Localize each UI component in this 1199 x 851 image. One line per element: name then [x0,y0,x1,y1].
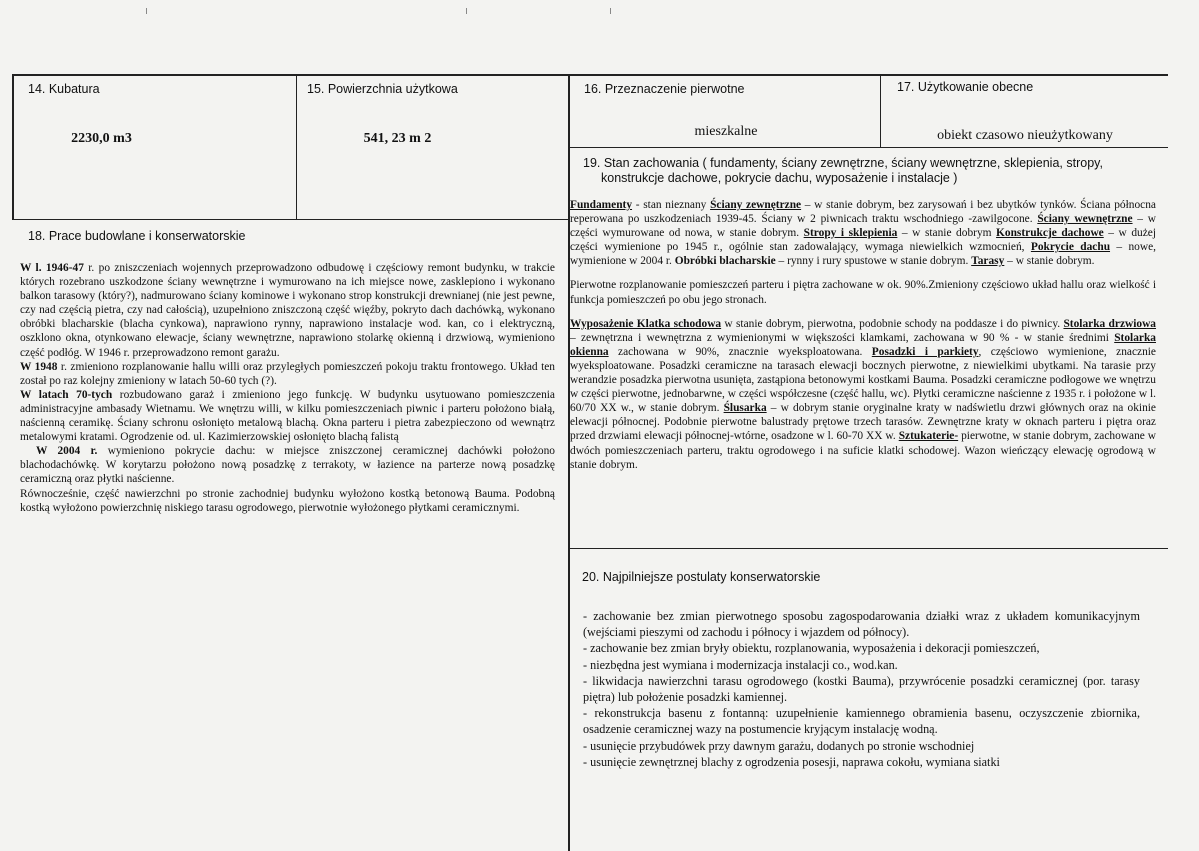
p1-year: W l. 1946-47 [20,262,84,274]
scan-mark [466,8,467,14]
postulate-item: - rekonstrukcja basenu z fontanną: uzupełnienie kamiennego obramienia basenu, oczyszczenie zbiornika, osadzenie ceramicznej wazy na postumencie kryjącym instalację wodną. [583,706,1140,737]
section-text: w stanie dobrym, pierwotna, podobnie schody na poddasze i do piwnicy. [721,317,1064,330]
field-17-label: 17. Użytkowanie obecne [897,80,1034,94]
postulate-item: - niezbędna jest wymiana i modernizacja instalacji co., wod.kan. [583,657,898,672]
section-text: – w części wymurowane od nowa, w stanie dobrym. [570,213,1156,240]
section-text: – w stanie dobrym, bez zarysowań i bez ubytków tynków. Ściana północna reperowana po uszkodzeniach 1939-45. Ściany w 2 piwnicach traktu wschodniego -zawilgocone. [570,199,1156,226]
postulates-list [583,608,1140,770]
state-paragraph-fittings [570,317,1156,472]
postulate-item: - usunięcie przybudówek przy dawnym garażu, dodanych po stronie wschodniej [583,738,975,753]
postulate-item: - zachowanie bez zmian pierwotnego sposobu zagospodarowania działki wraz z układem komunikacyjnym (wejściami pieszymi od zachodu i północy i wjazdem od północy). [583,609,1140,640]
p4-text: wymieniono pokrycie dachu: w miejsce zniszczonej ceramicznej dachówki położono blachodachówkę. W korytarzu położono nową posadzkę z terrakoty, w łazience na parterze nową posadzkę ceramiczną oraz płytki naścienne. [20,445,555,486]
field-18-label: 18. Prace budowlane i konserwatorskie [28,229,246,243]
p3-year: W latach 70-tych [20,388,113,401]
postulate-item: - zachowanie bez zmian bryły obiektu, rozplanowania, wyposażenia i dekoracji pomieszczeń, [583,641,1040,656]
section-text: – rynny i rury spustowe w stanie dobrym. [775,255,972,268]
postulate-item: - likwidacja nawierzchni tarasu ogrodowego (kostki Bauma), przywrócenie posadzki ceramicznej (por. tarasy piętra) lub położenie posadzki kamiennej. [583,673,1140,705]
field-15-label: 15. Powierzchnia użytkowa [307,82,458,96]
field-16-label: 16. Przeznaczenie pierwotne [584,82,745,96]
section-heading: Konstrukcje dachowe [996,227,1104,240]
field-20-label: 20. Najpilniejsze postulaty konserwatorskie [582,570,821,584]
section-heading: Stolarka drzwiowa [1063,317,1157,330]
p5-text: Równocześnie, część nawierzchni po stronie zachodniej budynku wyłożono kostką betonową Bauma. Podobną kostką wyłożono powierzchnię niskiego tarasu ogrodowego, pierwotnie wyłożonego płytkami ceramicznymi. [20,487,555,514]
section-heading: Stolarka okienna [570,331,1156,358]
section-text: – w dużej części wymienione po 1945 r., ogólnie stan zadowalający, wymaga niewielkich wzmocnień, [570,227,1156,254]
divider-16-19 [570,147,1168,148]
section-text: – zewnętrzna i wewnętrzna z wymienionymi w większości klamkami, zachowana w 90 % - w stanie średnimi [570,331,1115,344]
field-19-label: 19. Stan zachowania ( fundamenty, ściany zewnętrzne, ściany wewnętrzne, sklepienia, stropy, konstrukcje dachowe, pokrycie dachu, wyposażenie i instalacje ) [583,156,1103,185]
section-text: , częściowo wymienione, znacznie wyeksploatowane. Posadzki ceramiczne na tarasach elewacji bocznych pierwotne, z niewielkimi ubytkami. Na tarasie przy werandzie posadzka pierwotna usunięta, zastąpiona betonowymi kostkami Bauma. Posadzki ceramiczne podłogowe we wnętrzu w części pierwotne, jednobarwne, w części współczesne (część hallu, wc). Płytki ceramiczne naścienne z 1935 r. i położone w l. 60/70 XX w., w stanie dobrym. [570,345,1156,415]
p3-text: rozbudowano garaż i zmieniono jego funkcję. W budynku usytuowano pomieszczenia administracyjne ambasady Wietnamu. We wnętrzu willi, w kilku pomieszczeniach piwnic i parteru położono białą, naścienną ceramikę. Ściany schronu osłonięto metalową blachą. Okna parteru i pietra zabezpieczono od wewnątrz metalowymi kratami. Ogrodzenie od. ul. Kazimierzowskiej osłonięto blachą falistą [20,388,555,444]
section-heading: Tarasy [971,255,1005,268]
divider-19-20 [570,548,1168,549]
section-text: - stan nieznany [632,199,711,211]
scan-mark [610,8,611,14]
section-heading: Pokrycie dachu [1030,241,1111,254]
divider-14-15 [296,74,297,220]
section-heading: Ściany wewnętrzne [1037,213,1133,226]
section-heading: Ślusarka [723,402,767,415]
section-heading: Sztukaterie- [898,430,959,443]
field-17-value: obiekt czasowo nieużytkowany [937,128,1113,143]
section-heading: Posadzki i parkiety [871,345,979,358]
divider-16-17 [880,74,881,148]
state-paragraph-structure [570,198,1156,268]
section-text: zachowana w 90%, znacznie wyeksploatowana. [608,345,872,358]
section-heading: Wyposażenie Klatka schodowa [570,317,722,330]
section-text: pierwotne, w stanie dobrym, zachowane w dwóch pomieszczeniach parteru, traktu ogrodowego i na suficie klatki schodowej. Wazon wieńczący elewację ogrodową w stanie dobrym. [570,430,1156,471]
section-heading: Stropy i sklepienia [803,227,898,240]
divider-14-18 [12,219,570,220]
section-heading: Obróbki blacharskie [674,255,776,268]
p2-text: r. zmieniono rozplanowanie hallu willi oraz przyległych pomieszczeń pokoju traktu frontowego. Układ ten został po raz kolejny zmieniony w latach 50-60 tych (?). [20,360,555,387]
field-18-text [20,261,555,515]
scan-mark [146,8,147,14]
postulate-item: - usunięcie zewnętrznej blachy z ogrodzenia posesji, naprawa cokołu, wymiana siatki [583,754,1000,769]
section-text: – w dobrym stanie oryginalne kraty w nadświetlu drzwi głównych oraz na okinie elewacji północnej. Podobnie pierwotne balustrady prętowe trzech tarasów. Zewnętrzne kraty w oknach parteru i piętra oraz przed drzwiami elewacji północnej-wtórne, osadzone w l. 60-70 XX w. [570,402,1156,443]
field-19-text [570,198,1156,472]
field-14-value: 2230,0 m3 [71,131,132,146]
section-text: – w stanie dobrym. [1004,255,1095,268]
field-16-value: mieszkalne [694,124,758,139]
field-14-label: 14. Kubatura [28,82,100,96]
state-paragraph-layout: Pierwotne rozplanowanie pomieszczeń parteru i piętra zachowane w ok. 90%.Zmieniony częściowo układ hallu oraz wielkość i funkcja pomieszczeń po obu jego stronach. [570,279,1156,306]
top-border [12,74,1168,76]
p1-text: r. po zniszczeniach wojennych przeprowadzono odbudowę i częściowy remont budynku, w trakcie których rozebrano uszkodzone ściany wewnętrzne i wymurowano na ich miejsce nowe, zasklepiono i wykonano balkon tarasowy (który?), nadmurowano ściany kominowe i wykonano strop konstrukcji drewnianej (nie jest pewne, czy nad częścią pietra, czy nad całością), uzupełniono zniszczoną część więźby, pokryto dach dachówką, wykonano obróbki blacharskie (blacha cynkowa), naprawiono rynny, naprawiono instalacje wod. kan, co i elektryczną, oszklono okna, otynkowano elewacje, ściany wewnętrzne, naprawiono stolarkę okienną i drzwiową, wymieniono część podłóg. W 1946 r. przeprowadzono remont garażu. [20,262,555,359]
p2-year: W 1948 [20,360,58,373]
section-text: – w stanie dobrym [897,227,997,240]
field-15-value: 541, 23 m 2 [363,131,432,146]
p4-year: W 2004 r. [36,445,98,458]
section-heading: Ściany zewnętrzne [710,199,802,211]
section-text: – nowe, wymienione w 2004 r. [570,241,1156,268]
left-border [12,74,14,220]
section-heading: Fundamenty [570,199,633,211]
